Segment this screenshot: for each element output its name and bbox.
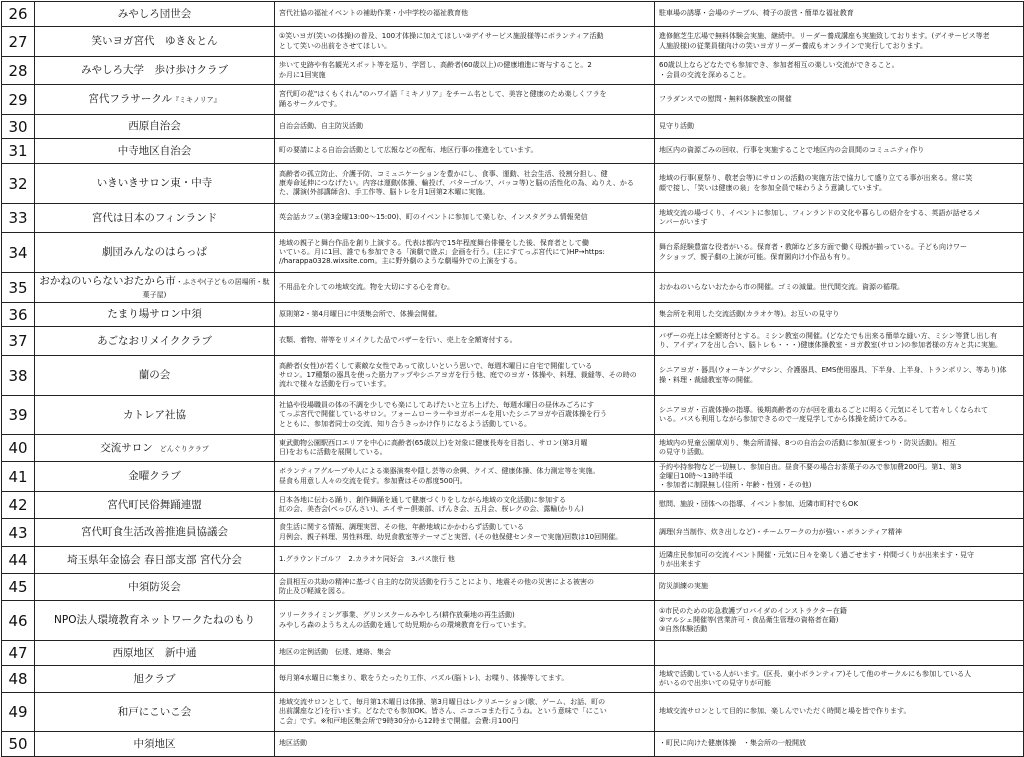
group-name bbox=[35, 693, 275, 732]
table-row bbox=[2, 57, 1024, 85]
group-name-main: おかねのいらないおたから市 bbox=[39, 274, 176, 287]
group-name-main: 宮代町食生活改善推進員協議会 bbox=[81, 526, 228, 539]
activity-description: 地域交流サロンとして、毎月第1木曜日は体操、第3月曜日はレクリエーション(歌、ゲーム、お話、町の 出前講座など)を行います。どなたでも参加OK。皆さん、ニコニコまた行こうね。という意味で「にこい こ会」です。※和戸地区集会所で9時30分から12時まで開催。会費:月100円 bbox=[279, 698, 607, 725]
group-name-main: NPO法人環境教育ネットワークたねのもり bbox=[54, 614, 255, 627]
group-characteristics: ①市民のための応急救護プロバイダのインストラクター在籍 ②マルシェ開催等(営業許可・食品衛生管理の資格者在籍) ③自然体験活動 bbox=[659, 606, 847, 634]
group-name-main: 中須防災会 bbox=[128, 580, 181, 593]
row-number: 44 bbox=[2, 547, 35, 574]
group-name bbox=[35, 303, 275, 327]
group-name-main: 中寺地区自治会 bbox=[117, 144, 192, 157]
group-name bbox=[35, 356, 275, 396]
activity-description: 町の要請による自治会活動として広報などの配布、地区行事の推進をしています。 bbox=[279, 146, 538, 155]
activity-description: 1.グラウンドゴルフ 2.カラオケ同好会 3.バス旅行 他 bbox=[279, 555, 455, 564]
table-row bbox=[2, 492, 1024, 519]
table-row bbox=[2, 396, 1024, 435]
group-table-wrapper bbox=[1, 1, 1023, 757]
group-name bbox=[35, 233, 275, 273]
group-name bbox=[35, 204, 275, 233]
group-characteristics: 地域交流の場づくり、イベントに参加し、フィンランドの文化や暮らしの紹介をする、英語が話せるメ ンバーがいます bbox=[659, 208, 981, 226]
activity-description: ツリークライミング事業、グリンスクールみやしろ(耕作放棄地の再生活動) みやしろ森のようちえんの活動を通して幼児期からの環境教育を行っています。 bbox=[279, 611, 531, 629]
table-row bbox=[2, 139, 1024, 164]
row-number: 43 bbox=[2, 519, 35, 547]
row-number: 29 bbox=[2, 85, 35, 115]
group-name bbox=[35, 732, 275, 757]
group-characteristics: 地域の行事(夏祭り、敬老会等)にサロンの活動の実施方法で協力して盛り立てる事が出来る。常に笑 顔で接し、「笑いは健康の泉」を参加全員で味わうよう意識しています。 bbox=[659, 174, 973, 192]
group-characteristics: 地域内の児童公園草刈り、集会所清掃、8つの自治会の活動に参加(夏まつり・防災活動)。相互 の見守り活動。 bbox=[659, 438, 956, 456]
group-characteristics: 進修館芝生広場で無料体験会実施、継続中。リーダー養成講座も実施致しております。(デイサービス等老 人施設様)の従業員様向けの笑いヨガリーダー養成もオンラインで実行しております。 bbox=[659, 32, 990, 50]
group-characteristics: おかねのいらないおたから市の開催。ゴミの減量。世代間交流。資源の循環。 bbox=[659, 282, 904, 291]
row-number: 27 bbox=[2, 27, 35, 57]
activity-description: 高齢者の孤立防止、介護予防、コミュニケーションを豊かにし、食事、運動、社会生活、役割分担し、健 康寿命延伸につなげたい。内容は運動(体操、輪投げ、パターゴルフ、バッコ等)と脳の活性化の為、ぬりえ、かる た、講演(外部講師含)、手工作等、脳トレを月1回第2木曜に実施。 bbox=[279, 169, 634, 197]
group-name bbox=[35, 666, 275, 693]
group-characteristics: 地域で活動している人がいます。(区長、東小ボランティア)そして他のサークルにも参加している人 がいるので出歩いての見守りが可能 bbox=[659, 669, 972, 687]
group-name bbox=[35, 492, 275, 519]
group-name bbox=[35, 462, 275, 492]
group-name bbox=[35, 2, 275, 27]
activity-description: 地域の親子と舞台作品を創り上演する。代表は都内で15年程度舞台俳優をした後、保育者として働 いている。月に1回、誰でも参加できる「演劇で遊ぶ」企画を行う。(主にすてっぷ宮代にて)HP→https: //harappa0328.wixsite.com。主に野外劇のような劇場外での上演をする。 bbox=[279, 238, 605, 266]
group-name-main: いきいきサロン東・中寺 bbox=[96, 177, 213, 190]
group-name-main: 交流サロン bbox=[100, 441, 153, 454]
group-characteristics: 地域交流サロンとして目的に参加、楽しんでいただく時間と場を皆で作ります。 bbox=[659, 707, 911, 716]
table-row bbox=[2, 273, 1024, 303]
group-characteristics: フラダンスでの慰問・無料体験教室の開催 bbox=[659, 94, 792, 103]
activity-description: 毎月第4水曜日に集まり、歌をうたったり工作、パズル(脳トレ)、お喋り、体操等してます。 bbox=[279, 674, 569, 683]
group-name-main: 宮代フラサークル bbox=[88, 93, 173, 106]
table-row bbox=[2, 327, 1024, 356]
table-row bbox=[2, 27, 1024, 57]
group-characteristics: ・町民に向けた健康体操 ・集会所の一般開放 bbox=[659, 739, 806, 748]
row-number: 37 bbox=[2, 327, 35, 356]
group-name bbox=[35, 396, 275, 435]
group-name-main: 劇団みんなのはらっぱ bbox=[102, 246, 207, 259]
group-table bbox=[1, 1, 1024, 757]
group-name-main: 旭クラブ bbox=[133, 672, 176, 685]
activity-description: 不用品を介しての地域交流。物を大切にする心を育む。 bbox=[279, 282, 454, 291]
table-row bbox=[2, 601, 1024, 641]
group-name-main: カトレア社協 bbox=[123, 408, 186, 421]
group-name-main: 埼玉県年金協会 春日部支部 宮代分会 bbox=[67, 553, 242, 566]
table-row bbox=[2, 435, 1024, 462]
group-name bbox=[35, 139, 275, 164]
group-characteristics: 近隣庄民参加可の交流イベント開催・元気に日々を楽しく過ごせます・仲間づくりが出来ます・見守 りが出来ます bbox=[659, 550, 974, 568]
table-row bbox=[2, 85, 1024, 115]
group-name bbox=[35, 273, 275, 303]
row-number: 30 bbox=[2, 115, 35, 139]
group-name bbox=[35, 327, 275, 356]
group-characteristics: 予約や持参物など一切無し、参加自由。昼食不要の場合お茶菓子のみで参加費200円。第1、第3 金曜日10時～13時半頃 ・参加者に制限無し(住所・年齢・性別・その他) bbox=[659, 462, 962, 490]
row-number: 32 bbox=[2, 164, 35, 204]
table-row bbox=[2, 233, 1024, 273]
table-row bbox=[2, 574, 1024, 601]
row-number: 50 bbox=[2, 732, 35, 757]
row-number: 48 bbox=[2, 666, 35, 693]
activity-description: 英会話カフェ(第3金曜13:00～15:00)、町のイベントに参加して楽しむ、インスタグラム情報発信 bbox=[279, 213, 588, 222]
group-name-main: 笑いヨガ宮代 ゆき＆とん bbox=[91, 35, 218, 48]
activity-description: 食生活に関する情報、調理実習、その他、年齢地域にかかわらず活動している 月例会、親子料理、男性料理、幼児食教室等テーマごと実習、(その他保健センターで実施)回数は10回開催。 bbox=[279, 523, 623, 541]
table-row bbox=[2, 2, 1024, 27]
group-name-main: みやしろ大学 歩け歩けクラブ bbox=[81, 64, 228, 77]
group-name bbox=[35, 601, 275, 641]
group-name-main: みやしろ団世会 bbox=[117, 7, 192, 20]
group-name-main: 金曜クラブ bbox=[128, 470, 181, 483]
group-name-main: 西原自治会 bbox=[128, 120, 181, 133]
activity-description: 社協や役場職員の体の不調を少しでも楽にしてあげたいと立ち上げた、毎週水曜日の昼休みごろにす てっぷ宮代で開催しているサロン。フォームローラーやヨガボールを用いたシニアヨガや百歳体操を行う とともに、参加者同士の交流、知り合うきっかけ作りになるよう活動している。 bbox=[279, 401, 607, 428]
row-number: 42 bbox=[2, 492, 35, 519]
table-row bbox=[2, 641, 1024, 666]
group-name-sub: どんぐりクラブ bbox=[152, 444, 209, 453]
row-number: 49 bbox=[2, 693, 35, 732]
row-number: 46 bbox=[2, 601, 35, 641]
group-name bbox=[35, 574, 275, 601]
group-name-sub: 『ミキノリア』 bbox=[172, 96, 221, 105]
activity-description: 自治会活動、自主防災活動 bbox=[279, 121, 363, 130]
group-characteristics: 調理(弁当制作、炊き出しなど)・チームワークの力が強い・ボランティア精神 bbox=[659, 527, 902, 536]
activity-description: 日本各地に伝わる踊り、創作舞踊を通して健康づくりをしながら地域の文化活動に参加する 紅の会、美杏会(べっぴんさい)、エイサー倶楽部、げんき会、五月会、桜レクの会、露輪(かりん) bbox=[279, 495, 584, 513]
row-number: 38 bbox=[2, 356, 35, 396]
table-row bbox=[2, 519, 1024, 547]
activity-description: 高齢者(女性)が若くして素敵な女性であって欲しいという思いで、毎週木曜日に自宅で開催している サロン。17種類の器具を使った筋力アップやシニアヨガを行う他、庭でのヨガ・体操や、料理、裁縫等、その時の 流れで様々な活動を行っています。 bbox=[279, 361, 637, 389]
group-name-main: 蘭の会 bbox=[138, 369, 171, 382]
group-characteristics: バザーの売上は全額寄付とする。ミシン教室の開催。(どなたでも出来る簡単な縫い方、ミシン等貸し出し有 り、アイディアを出し合い、脳トレも・・・)健康体操教室・ヨガ教室(サロン)の参加者様の方々と共に実施。 bbox=[659, 331, 1003, 349]
activity-description: 宮代町の花"はくもくれん"のハワイ語「ミキノリア」をチーム名として、美容と健康のため楽しくフラを 踊るサークルです。 bbox=[279, 90, 607, 108]
group-name-main: 中須地区 bbox=[133, 737, 176, 750]
activity-description: 地区の定例活動 伝達、連絡、集会 bbox=[279, 648, 391, 657]
activity-description: 地区活動 bbox=[279, 739, 307, 748]
group-characteristics: シニアヨガ・百歳体操の指導。後期高齢者の方が回を重ねるごとに明るく元気にそして若々しくなられて いる。バスも利用しながら参加できるので一度見学してから体操を続けてみる。 bbox=[659, 405, 988, 423]
group-characteristics: 防災訓練の実施 bbox=[659, 582, 708, 591]
group-name-main: あごなおリメイククラブ bbox=[97, 334, 212, 347]
group-name bbox=[35, 164, 275, 204]
activity-description: 東武動物公園駅西口エリアを中心に高齢者(65歳以上)を対象に健康長寿を目指し、サロン(第3月曜 日)をおもに活動を展開している。 bbox=[279, 438, 588, 456]
table-row bbox=[2, 693, 1024, 732]
row-number: 40 bbox=[2, 435, 35, 462]
group-name bbox=[35, 27, 275, 57]
group-characteristics: 見守り活動 bbox=[659, 121, 694, 130]
activity-description: 原則第2・第4月曜日に中須集会所で、体操会開催。 bbox=[279, 309, 442, 318]
row-number: 31 bbox=[2, 139, 35, 164]
row-number: 41 bbox=[2, 462, 35, 492]
row-number: 45 bbox=[2, 574, 35, 601]
row-number: 36 bbox=[2, 303, 35, 327]
group-characteristics: 舞台系経験豊富な役者がいる。保育者・教師など多方面で働く母親が揃っている。子ども向けワー クショップ、親子劇の上演が可能。保育園向け小作品も有り。 bbox=[659, 243, 967, 261]
group-name bbox=[35, 641, 275, 666]
table-row bbox=[2, 303, 1024, 327]
group-name-main: 宮代は日本のフィンランド bbox=[91, 211, 218, 224]
activity-description: ①笑いヨガ(笑いの体操)の普及、100才体操に加えてほしい②デイサービス施設様等にボランティア活動 として笑いの出前をさせてほしい。 bbox=[279, 32, 604, 50]
activity-description: 会員相互の共助の精神に基づく自主的な防災活動を行うことにより、地震その他の災害による被害の 防止及び軽減を図る。 bbox=[279, 577, 594, 595]
table-row bbox=[2, 462, 1024, 492]
activity-description: 衣類、着物、帯等をリメイクした品でバザーを行い、売上を全額寄付する。 bbox=[279, 336, 517, 345]
group-name-main: 宮代町民俗舞踊連盟 bbox=[107, 498, 202, 511]
group-name bbox=[35, 547, 275, 574]
activity-description: ボランティアグループや人による楽器演奏や隠し芸等の余興、クイズ、健康体操、体力測定等を実施。 昼食も用意し人々の交流を促す。参加費はその都度500円。 bbox=[279, 467, 600, 485]
group-characteristics: 慰問、施設・団体への指導、イベント参加、近隣市町村でもOK bbox=[659, 500, 859, 509]
group-characteristics: 集会所を利用した交流活動(カラオケ等)。お互いの見守り bbox=[659, 309, 840, 318]
table-row bbox=[2, 204, 1024, 233]
row-number: 33 bbox=[2, 204, 35, 233]
group-characteristics: 地区内の資源ごみの回収、行事を実施することで地区内の会員間のコミュニティ作り bbox=[659, 146, 925, 155]
row-number: 39 bbox=[2, 396, 35, 435]
table-row bbox=[2, 164, 1024, 204]
row-number: 47 bbox=[2, 641, 35, 666]
table-row bbox=[2, 666, 1024, 693]
row-number: 28 bbox=[2, 57, 35, 85]
row-number: 26 bbox=[2, 2, 35, 27]
table-row bbox=[2, 547, 1024, 574]
group-name-main: 和戸にこいこ会 bbox=[117, 705, 192, 718]
group-characteristics: シニアヨガ・器具(ウォーキングマシン、介護器具、EMS使用器具、下半身、上半身、トランポリン、等あり)体 操・料理・裁縫教室等の開催。 bbox=[659, 366, 1007, 384]
table-row bbox=[2, 356, 1024, 396]
activity-description: 宮代社協の福祉イベントの補助作業・小中学校の福祉教育他 bbox=[279, 9, 468, 18]
group-name-main: たまり場サロン中須 bbox=[107, 308, 202, 321]
row-number: 35 bbox=[2, 273, 35, 303]
table-row bbox=[2, 115, 1024, 139]
group-characteristics: 駐車場の誘導・会場のテーブル、椅子の設営・簡単な福祉教育 bbox=[659, 9, 854, 18]
group-name bbox=[35, 85, 275, 115]
group-name bbox=[35, 519, 275, 547]
table-row bbox=[2, 732, 1024, 757]
group-name bbox=[35, 115, 275, 139]
row-number: 34 bbox=[2, 233, 35, 273]
group-name bbox=[35, 57, 275, 85]
group-name bbox=[35, 435, 275, 462]
group-characteristics: 60歳以上ならどなたでも参加でき、参加者相互の楽しい交流ができること。 ・会員の交流を深めること。 bbox=[659, 61, 899, 79]
group-name-sub: ・ふさや(子どもの居場所・駄菓子屋) bbox=[142, 277, 270, 299]
group-name-main: 西原地区 新中通 bbox=[112, 646, 197, 659]
activity-description: 歩いて史跡や有名観光スポット等を巡り、学習し、高齢者(60歳以上)の健康増進に寄与すること。2 か月に1回実施 bbox=[279, 61, 592, 79]
